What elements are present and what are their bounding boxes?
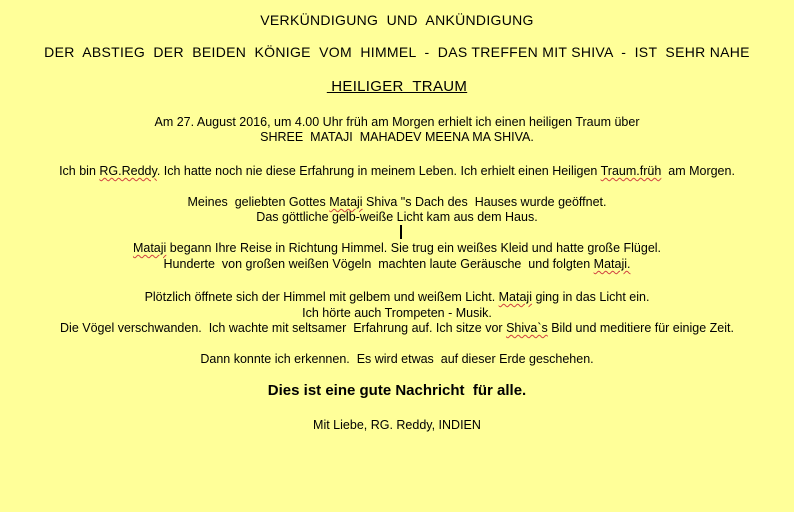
intro-line-2: SHREE MATAJI MAHADEV MEENA MA SHIVA. (260, 130, 534, 144)
paragraph-3-line-1: Mataji begann Ihre Reise in Richtung Himmel. Sie trug ein weißes Kleid und hatte große Flügel. (132, 241, 662, 255)
paragraph-2-line-2: Das göttliche gelb-weiße Licht kam aus dem Haus. (256, 210, 538, 224)
text-cursor (400, 225, 402, 239)
misspelled-word: Mataji. (593, 257, 631, 271)
misspelled-word: Mataji (132, 241, 167, 255)
title-line-2: DER ABSTIEG DER BEIDEN KÖNIGE VOM HIMMEL - DAS TREFFEN MIT SHIVA - IST SEHR NAHE (44, 44, 750, 60)
paragraph-4-line-3: Die Vögel verschwanden. Ich wachte mit seltsamer Erfahrung auf. Ich sitze vor Shiva`s Bild und meditiere für einige Zeit. (60, 321, 734, 335)
paragraph-4-line-2: Ich hörte auch Trompeten - Musik. (302, 306, 492, 320)
paragraph-1: Ich bin RG.Reddy. Ich hatte noch nie diese Erfahrung in meinem Leben. Ich erhielt einen Heiligen Traum.früh am Morgen. (59, 164, 735, 178)
intro-line-1: Am 27. August 2016, um 4.00 Uhr früh am Morgen erhielt ich einen heiligen Traum über (154, 115, 640, 129)
signature: Mit Liebe, RG. Reddy, INDIEN (313, 418, 481, 432)
title-line-1: VERKÜNDIGUNG UND ANKÜNDIGUNG (260, 12, 534, 28)
misspelled-word: Mataji (329, 195, 363, 209)
paragraph-2-line-1: Meines geliebten Gottes Mataji Shiva "s Dach des Hauses wurde geöffnet. (187, 195, 607, 209)
paragraph-4-line-1: Plötzlich öffnete sich der Himmel mit gelbem und weißem Licht. Mataji ging in das Licht ein. (144, 290, 650, 304)
paragraph-5: Dann konnte ich erkennen. Es wird etwas auf dieser Erde geschehen. (200, 352, 594, 366)
bold-message: Dies ist eine gute Nachricht für alle. (267, 382, 527, 399)
misspelled-word: Traum.früh (600, 164, 662, 178)
misspelled-word: RG.Reddy (99, 164, 157, 178)
heading-heiliger-traum: HEILIGER TRAUM (326, 78, 468, 95)
paragraph-3-line-2: Hunderte von großen weißen Vögeln machten laute Geräusche und folgten Mataji. (163, 257, 631, 271)
misspelled-word: Shiva`s (506, 321, 548, 335)
misspelled-word: Mataji (498, 290, 532, 304)
